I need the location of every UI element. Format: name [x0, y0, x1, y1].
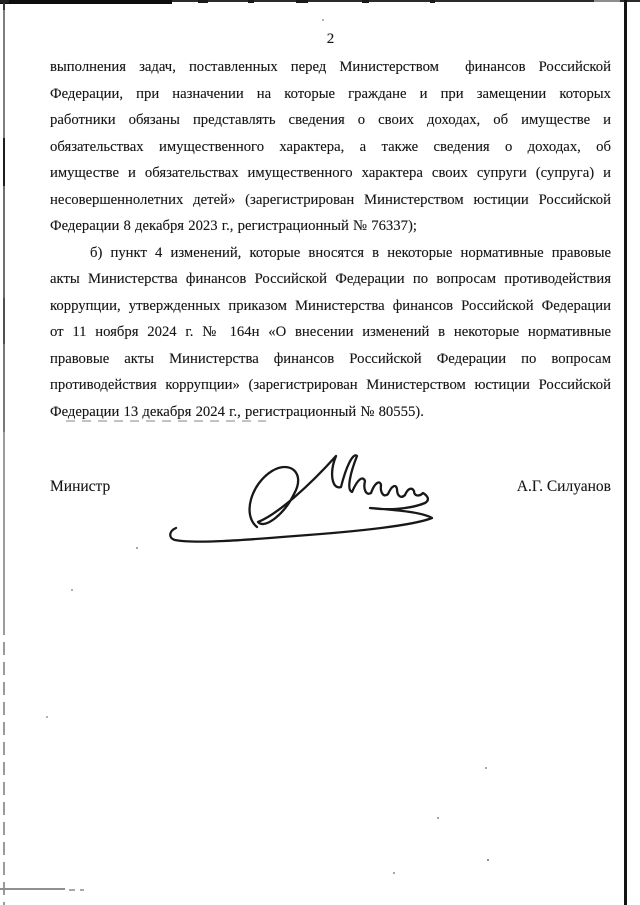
- text-line: противодействия коррупции» (зарегистрирован Министерством юстиции Российской: [50, 377, 611, 393]
- text-line: Федерации 8 декабря 2023 г., регистрационный № 76337);: [50, 218, 417, 234]
- scan-border-left: [3, 432, 5, 622]
- scan-border-tick: [362, 0, 369, 3]
- text-line: работники обязаны представлять сведения о своих доходах, об имуществе и: [50, 112, 611, 128]
- scan-speck: [437, 817, 439, 819]
- scan-speck: [485, 767, 487, 769]
- document-body: [50, 54, 611, 425]
- scan-speck: [393, 872, 395, 874]
- signature-image: [160, 440, 440, 552]
- text-line: Федерации, при назначении на которые граждане и при замещении которых: [50, 85, 611, 102]
- scan-border-tick: [198, 0, 208, 3]
- text-line: от 11 ноября 2024 г. № 164н «О внесении изменений в некоторые нормативные: [50, 324, 611, 340]
- scan-border-top-thick: [0, 0, 172, 4]
- scan-border-tick: [296, 0, 308, 3]
- scan-border-bottom: [0, 888, 65, 890]
- scan-border-tick: [248, 0, 254, 3]
- scan-border-corner: [0, 0, 9, 3]
- text-line: б) пункт 4 изменений, которые вносятся в некоторые нормативные правовые: [90, 244, 611, 261]
- text-line: акты Министерства финансов Российской Федерации по вопросам противодействия: [50, 271, 611, 287]
- scan-speck: [322, 19, 324, 21]
- scan-border-bottom-dash: [80, 889, 84, 891]
- text-line: правовые акты Министерства финансов Российской Федерации по вопросам: [50, 350, 611, 367]
- scan-border-left-dashed: [3, 622, 5, 905]
- text-line: Федерации 13 декабря 2024 г., регистрационный № 80555).: [50, 403, 424, 420]
- scan-speck: [136, 547, 138, 549]
- signer-name: А.Г. Силуанов: [516, 478, 611, 495]
- scan-speck: [71, 589, 73, 591]
- scan-border-tick: [594, 0, 620, 2]
- scan-border-tick: [430, 0, 435, 3]
- text-line: несовершеннолетних детей» (зарегистрирован Министерством юстиции Российской: [50, 191, 611, 208]
- scan-border-bottom-dash: [69, 889, 75, 891]
- scan-border-left: [3, 0, 5, 432]
- scan-speck: [46, 716, 48, 718]
- page-number: 2: [326, 31, 335, 47]
- scan-speck: [487, 859, 489, 861]
- text-line: коррупции, утвержденных приказом Министерства финансов Российской Федерации: [50, 297, 611, 314]
- scan-border-right: [624, 0, 627, 905]
- text-line: выполнения задач, поставленных перед Министерством финансов Российской: [50, 59, 611, 75]
- text-line: имуществе и обязательствах имущественного характера своих супруги (супруга) и: [50, 165, 611, 181]
- signer-title: Министр: [50, 478, 111, 495]
- text-line: обязательствах имущественного характера, а также сведения о доходах, об: [50, 138, 611, 155]
